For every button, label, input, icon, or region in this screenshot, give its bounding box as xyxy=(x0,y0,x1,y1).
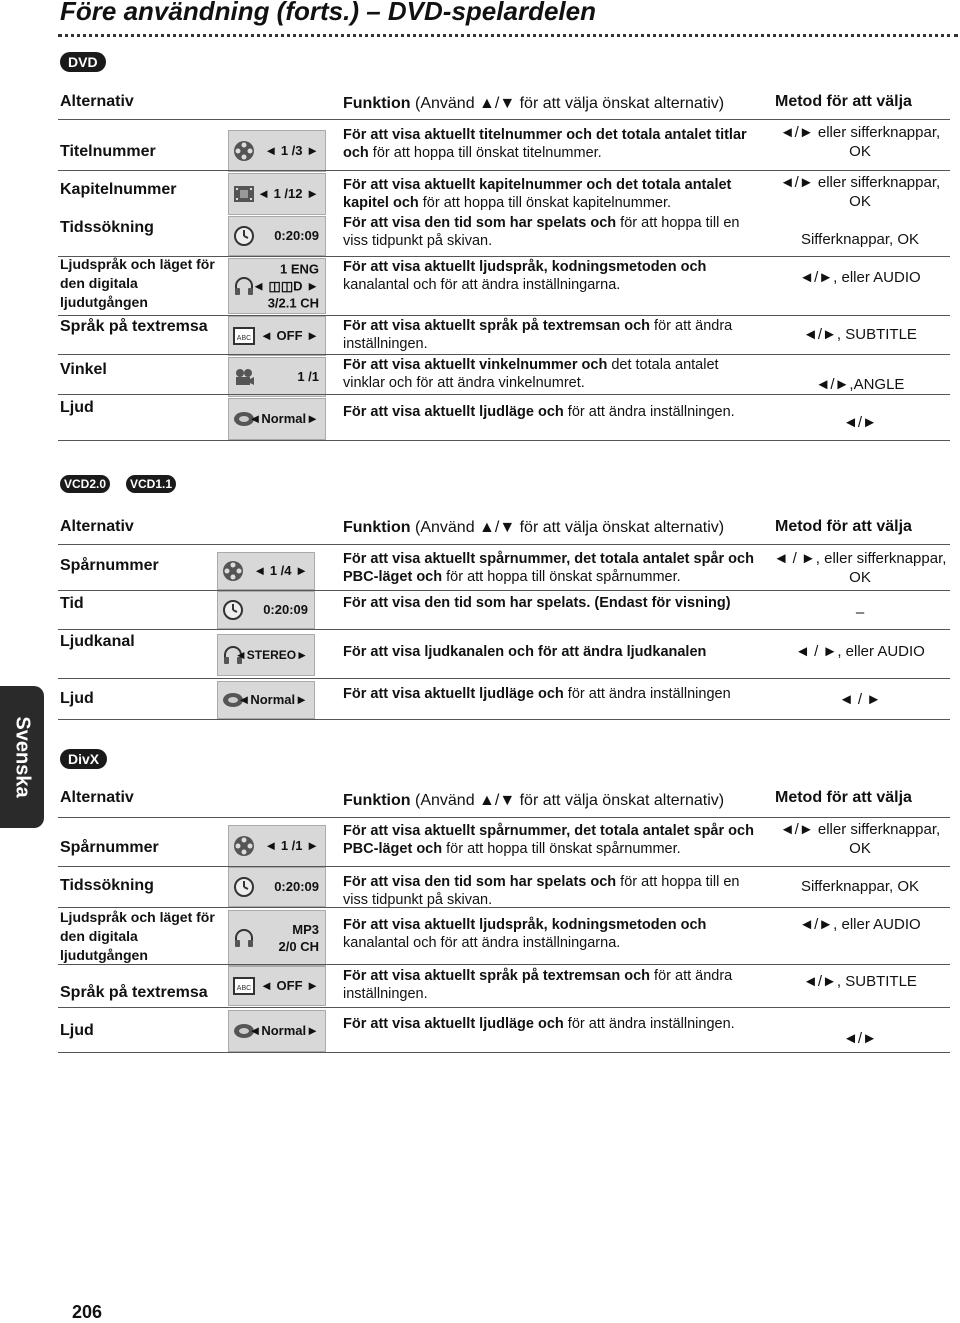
osd-divx-time xyxy=(228,867,326,907)
dvd-label-subtitle: Språk på textremsa xyxy=(60,318,208,335)
divx-method-timesearch: Sifferknappar, OK xyxy=(800,878,920,895)
osd-title xyxy=(228,130,326,172)
osd-vcd-channel-value: ◄STEREO► xyxy=(234,648,308,662)
dvd-func-angle: För att visa aktuellt vinkelnummer och det totala antalet vinklar och för att ändra vinkelnumret. xyxy=(343,357,719,391)
dvd-method-subtitle: ◄/►, SUBTITLE xyxy=(803,326,917,343)
osd-vcd-channel xyxy=(217,634,315,676)
camera-icon xyxy=(233,366,255,388)
language-tab: Svenska xyxy=(0,686,44,828)
dvd-header-method: Metod för att välja xyxy=(775,93,912,110)
page-title: Före användning (forts.) – DVD-spelardelen xyxy=(60,0,596,26)
osd-divx-time-value: 0:20:09 xyxy=(274,879,319,894)
row-divider xyxy=(58,678,950,679)
vcd-header-func: Funktion (Använd ▲/▼ för att välja önskat alternativ) xyxy=(343,519,725,536)
divx-func-track: För att visa aktuellt spårnummer, det totala antalet spår och PBC-läget och för att hoppa till önskat spårnummer. xyxy=(343,823,754,857)
divx-method-sound: ◄/► xyxy=(843,1030,877,1047)
row-divider xyxy=(58,719,950,720)
row-divider xyxy=(58,440,950,441)
svg-text:ABC: ABC xyxy=(236,335,252,342)
osd-angle-value: 1 /1 xyxy=(297,369,319,384)
divx-label-sound: Ljud xyxy=(60,1022,94,1039)
divx-header-func: Funktion (Använd ▲/▼ för att välja önskat alternativ) xyxy=(343,792,725,809)
row-divider xyxy=(58,1007,950,1008)
osd-divx-audio xyxy=(228,910,326,966)
dvd-method-chapter: ◄/► eller sifferknappar, OK xyxy=(779,174,941,210)
osd-divx-subtitle-value: ◄ OFF ► xyxy=(260,978,319,993)
divx-func-sound: För att visa aktuellt ljudläge och för att ändra inställningen. xyxy=(343,1016,735,1032)
vcd-header-method: Metod för att välja xyxy=(775,518,912,535)
divx-label-audiolang: Ljudspråk och läget för den digitala ljudutgången xyxy=(60,909,215,963)
osd-audio-value: 1 ENG ◄ ◫◫D ► 3/2.1 CH xyxy=(252,261,319,311)
dvd-func-sound: För att visa aktuellt ljudläge och för att ändra inställningen. xyxy=(343,404,735,420)
osd-vcd-time-value: 0:20:09 xyxy=(263,602,308,617)
divx-func-timesearch: För att visa den tid som har spelats och för att hoppa till en viss tidpunkt på skivan. xyxy=(343,874,740,908)
vcd-header-alt: Alternativ xyxy=(60,518,134,535)
row-divider xyxy=(58,394,950,395)
row-divider xyxy=(58,964,950,965)
dvd-method-audiolang: ◄/►, eller AUDIO xyxy=(799,269,921,286)
vcd-label-track: Spårnummer xyxy=(60,557,159,574)
divx-label-track: Spårnummer xyxy=(60,839,159,856)
dvd-header-func: Funktion (Använd ▲/▼ för att välja önskat alternativ) xyxy=(343,95,725,112)
osd-time xyxy=(228,216,326,256)
divx-header-method: Metod för att välja xyxy=(775,789,912,806)
osd-title-value: ◄ 1 /3 ► xyxy=(264,143,319,158)
divx-label-subtitle: Språk på textremsa xyxy=(60,984,208,1001)
vcd-func-sound: För att visa aktuellt ljudläge och för att ändra inställningen xyxy=(343,686,731,702)
dvd-header-alt: Alternativ xyxy=(60,93,134,110)
vcd-method-channel: ◄ / ►, eller AUDIO xyxy=(795,643,925,660)
divx-header-alt: Alternativ xyxy=(60,789,134,806)
osd-chapter-value: ◄ 1 /12 ► xyxy=(257,186,319,201)
dvd-func-subtitle: För att visa aktuellt språk på textremsan och för att ändra inställningen. xyxy=(343,318,733,352)
clock-icon xyxy=(222,599,244,621)
osd-sound-value: ◄Normal► xyxy=(248,411,319,426)
row-divider xyxy=(58,590,950,591)
dvd-method-title: ◄/► eller sifferknappar, OK xyxy=(779,124,941,160)
osd-vcd-track xyxy=(217,552,315,590)
osd-divx-track-value: ◄ 1 /1 ► xyxy=(264,838,319,853)
dvd-header-line xyxy=(58,119,950,120)
vcd-func-channel: För att visa ljudkanalen och för att ändra ljudkanalen xyxy=(343,644,707,660)
divx-badge: DivX xyxy=(60,749,107,769)
osd-subtitle-value: ◄ OFF ► xyxy=(260,328,319,343)
film-reel-icon xyxy=(222,560,244,582)
osd-vcd-time xyxy=(217,591,315,629)
dvd-label-sound: Ljud xyxy=(60,399,94,416)
osd-chapter xyxy=(228,173,326,215)
vcd-label-sound: Ljud xyxy=(60,690,94,707)
film-reel-icon xyxy=(233,140,255,162)
dvd-method-sound: ◄/► xyxy=(843,414,877,431)
osd-divx-audio-value: MP3 2/0 CH xyxy=(278,922,319,954)
row-divider xyxy=(58,1052,950,1053)
page-number: 206 xyxy=(72,1302,103,1322)
film-reel-icon xyxy=(233,835,255,857)
osd-vcd-sound-value: ◄Normal► xyxy=(237,692,308,707)
dvd-label-angle: Vinkel xyxy=(60,361,107,378)
dvd-func-title: För att visa aktuellt titelnummer och det totala antalet titlar och för att hoppa till önskat titelnummer. xyxy=(343,127,747,161)
row-divider xyxy=(58,629,950,630)
vcd-func-track: För att visa aktuellt spårnummer, det totala antalet spår och PBC-läget och för att hoppa till önskat spårnummer. xyxy=(343,551,754,585)
osd-vcd-sound xyxy=(217,681,315,719)
subtitle-screen-icon xyxy=(233,975,255,997)
divx-header-line xyxy=(58,817,950,818)
dvd-func-timesearch: För att visa den tid som har spelats och för att hoppa till en viss tidpunkt på skivan. xyxy=(343,215,740,249)
osd-time-value: 0:20:09 xyxy=(274,228,319,243)
vcd-header-line xyxy=(58,544,950,545)
divx-func-subtitle: För att visa aktuellt språk på textremsan och för att ändra inställningen. xyxy=(343,968,733,1002)
osd-divx-subtitle xyxy=(228,966,326,1006)
osd-divx-track xyxy=(228,825,326,867)
osd-sound xyxy=(228,398,326,440)
dvd-label-timesearch: Tidssökning xyxy=(60,219,154,236)
row-divider xyxy=(58,354,950,355)
osd-vcd-track-value: ◄ 1 /4 ► xyxy=(253,563,308,578)
divx-method-audiolang: ◄/►, eller AUDIO xyxy=(799,916,921,933)
dvd-label-title: Titelnummer xyxy=(60,143,156,160)
vcd-method-time: – xyxy=(855,604,865,621)
dvd-func-audiolang: För att visa aktuellt ljudspråk, kodningsmetoden och kanalantal och för att ändra inställningarna. xyxy=(343,259,707,293)
subtitle-screen-icon xyxy=(233,325,255,347)
title-divider xyxy=(58,34,958,37)
svg-text:ABC: ABC xyxy=(236,985,252,992)
clock-icon xyxy=(233,876,255,898)
vcd-label-time: Tid xyxy=(60,595,84,612)
vcd-method-track: ◄ / ►, eller sifferknappar, OK xyxy=(773,550,947,586)
divx-method-track: ◄/► eller sifferknappar, OK xyxy=(779,821,941,857)
osd-subtitle xyxy=(228,316,326,356)
dvd-label-chapter: Kapitelnummer xyxy=(60,181,177,198)
headphones-icon xyxy=(233,927,255,949)
osd-divx-sound xyxy=(228,1010,326,1052)
row-divider xyxy=(58,315,950,316)
row-divider xyxy=(58,170,950,171)
vcd2-badge: VCD2.0 xyxy=(60,475,110,493)
row-divider xyxy=(58,866,950,867)
osd-angle xyxy=(228,357,326,397)
dvd-method-angle: ◄/►,ANGLE xyxy=(815,376,905,393)
dvd-func-chapter: För att visa aktuellt kapitelnummer och det totala antalet kapitel och för att hoppa till önskat kapitelnummer. xyxy=(343,177,732,211)
dvd-method-timesearch: Sifferknappar, OK xyxy=(800,231,920,248)
film-strip-icon xyxy=(233,183,255,205)
dvd-label-audiolang: Ljudspråk och läget för den digitala ljudutgången xyxy=(60,256,215,310)
divx-method-subtitle: ◄/►, SUBTITLE xyxy=(803,973,917,990)
divx-label-timesearch: Tidssökning xyxy=(60,877,154,894)
osd-audio xyxy=(228,258,326,314)
divx-func-audiolang: För att visa aktuellt ljudspråk, kodningsmetoden och kanalantal och för att ändra inställningarna. xyxy=(343,917,707,951)
vcd1-badge: VCD1.1 xyxy=(126,475,176,493)
vcd-func-time: För att visa den tid som har spelats. (Endast för visning) xyxy=(343,595,731,611)
vcd-method-sound: ◄ / ► xyxy=(838,691,882,708)
vcd-label-channel: Ljudkanal xyxy=(60,633,135,650)
clock-icon xyxy=(233,225,255,247)
osd-divx-sound-value: ◄Normal► xyxy=(248,1023,319,1038)
dvd-badge: DVD xyxy=(60,52,106,72)
